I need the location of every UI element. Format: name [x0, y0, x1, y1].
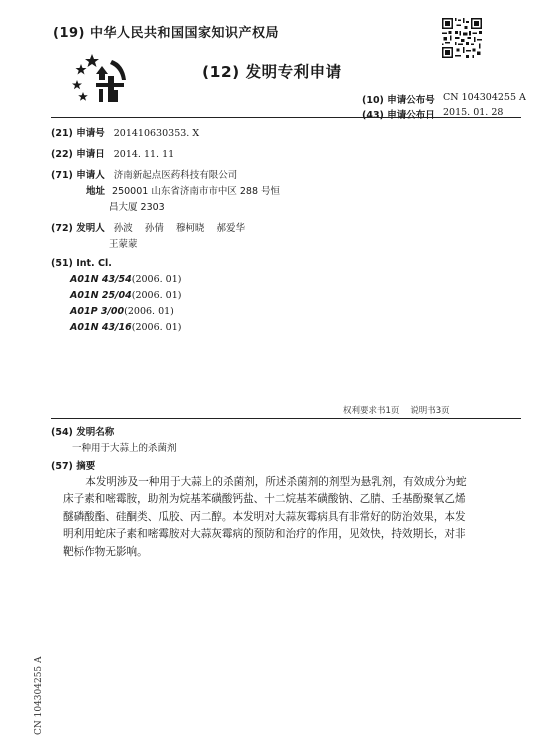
address-line-1: 250001 山东省济南市市中区 288 号恒 — [112, 186, 281, 197]
application-number-label: (21) 申请号 — [51, 128, 105, 139]
ipc-code: A01N 43/16 — [70, 322, 132, 333]
ipc-code: A01N 43/54 — [70, 274, 132, 285]
ipc-code: A01P 3/00 — [70, 306, 125, 317]
address-row — [86, 183, 280, 197]
application-number-row — [51, 125, 199, 139]
abstract-text: 本发明涉及一种用于大蒜上的杀菌剂，所述杀菌剂的剂型为悬乳剂，有效成分为蛇床子素和嘧霉胺，助剂为烷基苯磺酸钙盐、十二烷基苯磺酸钠、乙腈、壬基酚聚氧乙烯醚磷酸酯、硅酮类、瓜胶、丙二醇。本发明对大蒜灰霉病具有非常好的防治效果，本发明利用蛇床子素和嘧霉胺对大蒜灰霉病的预防和治疗的作用，见效快，持效期长，对非靶标作物无影响。 — [63, 476, 467, 558]
address-line-2: 昌大厦 2303 — [109, 202, 165, 213]
inventors-label: (72) 发明人 — [51, 223, 105, 234]
qr-code-icon — [442, 18, 482, 58]
publication-number-label: (10) 申请公布号 — [362, 95, 435, 106]
side-publication-number: CN 104304255 A — [34, 656, 44, 735]
filing-date-row — [51, 146, 174, 160]
ipc-version: (2006. 01) — [131, 274, 182, 285]
ipc-version: (2006. 01) — [124, 306, 174, 317]
ipc-version: (2006. 01) — [131, 322, 182, 333]
header-divider — [51, 117, 521, 118]
page-count-info: 权利要求书1页 说明书3页 — [343, 406, 450, 416]
inventors-row — [51, 220, 245, 234]
int-cl-label: (51) Int. Cl. — [51, 258, 112, 269]
filing-date-label: (22) 申请日 — [51, 149, 105, 160]
publication-number-row — [362, 92, 526, 106]
applicant-name: 济南新起点医药科技有限公司 — [113, 170, 238, 181]
abstract-body — [63, 474, 475, 561]
publication-date: 2015. 01. 28 — [443, 107, 504, 118]
invention-title: 一种用于大蒜上的杀菌剂 — [72, 443, 177, 454]
ipc-version: (2006. 01) — [131, 290, 182, 301]
publication-date-label: (43) 申请公布日 — [362, 110, 435, 121]
ipc-entry — [70, 290, 181, 301]
patent-office-emblem-icon — [72, 50, 128, 104]
ipc-entry — [70, 306, 174, 317]
inventors-line-2: 王蒙蒙 — [109, 239, 138, 250]
address-label: 地址 — [86, 186, 106, 197]
ipc-entry — [70, 274, 181, 285]
document-type: (12) 发明专利申请 — [202, 63, 342, 81]
applicant-row — [51, 167, 237, 181]
abstract-label: (57) 摘要 — [51, 461, 96, 472]
ipc-entry — [70, 322, 181, 333]
section-divider — [51, 418, 521, 419]
publication-date-row — [362, 107, 504, 121]
application-number: 201410630353. X — [113, 128, 200, 139]
filing-date: 2014. 11. 11 — [113, 149, 175, 160]
office-name: (19) 中华人民共和国国家知识产权局 — [53, 26, 279, 41]
applicant-label: (71) 申请人 — [51, 170, 105, 181]
title-label: (54) 发明名称 — [51, 427, 115, 438]
ipc-code: A01N 25/04 — [70, 290, 132, 301]
publication-number: CN 104304255 A — [443, 92, 526, 103]
inventors-line-1: 孙波 孙倩 穆柯晓 郝爱华 — [113, 223, 245, 234]
